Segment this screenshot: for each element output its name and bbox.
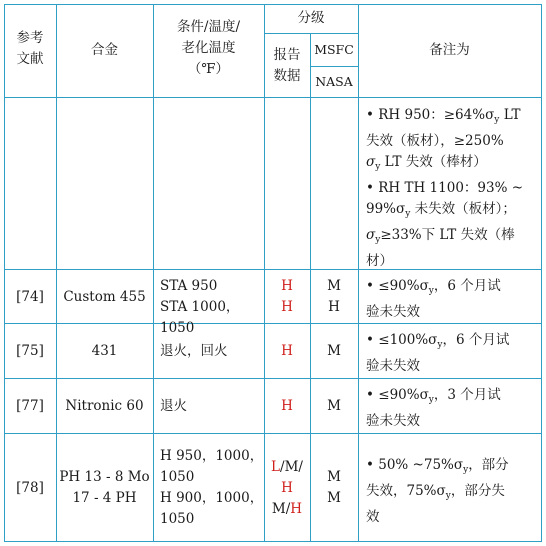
row3-note: • $\le 90\%\sigma_y$，3 个月试 验未失效 [366,387,501,429]
row4-report: L/M/ H M/H [271,459,303,517]
row0-note: • RH 950：$\ge 64\%\sigma_y$ LT 失效（板材），≥250% $\sigma_y$ LT 失效（棒材） • RH TH 1100：93% ~ $99\%\sigma_y$ 未失效（板材）； $\sigma_y\ge 33\%$下 LT 失效（棒 材） [366,107,524,269]
header-msfc: MSFC [314,42,354,57]
row1-condition-2: STA 1000，1050 [160,299,240,336]
row3-report: H [281,398,293,414]
msfc-nasa-divider [310,66,358,67]
row2-report: H [281,343,293,359]
header-ref [4,28,56,70]
row4-alloy [56,467,153,509]
row1-conditions [160,276,264,339]
row1-grade: M H [327,278,341,315]
col-divider-2 [153,4,154,542]
header-condition [153,17,264,80]
row4-alloy-line2: 17 - 4 PH [72,490,137,506]
header-note: 备注为 [429,42,470,58]
header-ref-line2: 文献 [16,51,44,67]
row2-note: • $\le 100\%\sigma_y$，6 个月试 验未失效 [366,332,510,374]
row4-alloy-line1: PH 13 - 8 Mo [59,469,150,485]
row2-ref: [75] [16,343,44,359]
row4-ref: [78] [16,480,44,496]
row2-alloy: 431 [91,343,118,359]
row1-alloy: Custom 455 [63,289,146,305]
header-condition-line1: 条件/温度/ [176,19,241,35]
header-ref-line1: 参考 [16,30,44,46]
header-report [264,45,310,87]
row4-grade: M M [327,469,341,506]
row4-conditions: H 950，1000， 1050 H 900，1000， 1050 [160,448,264,527]
header-nasa: NASA [315,74,353,89]
row3-alloy: Nitronic 60 [65,398,144,414]
header-alloy: 合金 [91,42,118,58]
row1-condition-1: STA 950 [160,278,218,294]
row-divider-3 [4,378,541,379]
table-border-right [541,4,542,542]
header-bottom-line [4,97,541,98]
row3-ref: [77] [16,398,44,414]
header-grade: 分级 [297,10,325,26]
header-report-line1: 报告 [273,47,301,63]
row3-grade: M [327,398,341,414]
row2-condition: 退火，回火 [160,343,228,359]
table-border-top [4,4,541,5]
row3-condition: 退火 [160,398,187,414]
row1-note: • $\le 90\%\sigma_y$，6 个月试 验未失效 [366,278,501,320]
row2-grade: M [327,343,341,359]
row1-report: H H [281,278,293,315]
header-condition-line2: 老化温度 [181,40,236,56]
row-divider-4 [4,433,541,434]
header-report-line2: 数据 [273,68,301,84]
row1-ref: [74] [16,289,44,305]
row-divider-2 [4,323,541,324]
table-border-bottom [4,541,541,542]
row4-note: • 50% $\sim 75\%\sigma_y$，部分 失效，$75\%\sigma_y$，部分失 效 [366,457,509,525]
grade-divider [264,33,358,34]
table-border-left [4,4,5,542]
col-divider-1 [56,4,57,542]
col-divider-5 [358,4,359,542]
header-condition-line3: （℉） [187,61,230,77]
